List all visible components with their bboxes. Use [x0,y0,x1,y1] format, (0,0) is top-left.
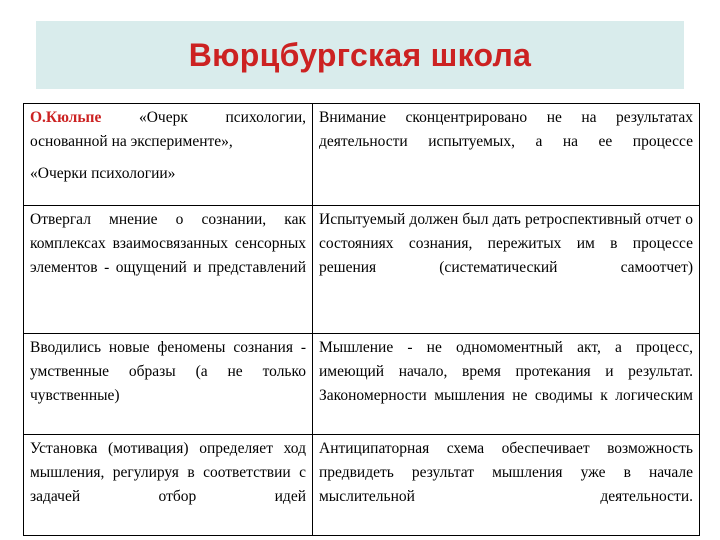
title-banner [36,21,684,89]
table-cell-right: Мышление - не одномоментный акт, а процесс, имеющий начало, время протекания и результат. Закономерности мышления не сводимы к логическим [313,333,700,435]
table-cell-right: Внимание сконцентрировано не на результатах деятельности испытуемых, а на ее процессе [313,104,700,206]
table-cell-left: Отвергал мнение о сознании, как комплексах взаимосвязанных сенсорных элементов - ощущений и представлений [24,205,313,333]
comparison-table [23,103,700,536]
table-cell-right: Испытуемый должен был дать ретроспективный отчет о состояниях сознания, пережитых им в процессе решения (систематический самоотчет) [313,205,700,333]
table-row [24,435,700,536]
book-title-1: «Очерк психологии, основанной на эксперименте», [30,109,306,150]
spacer [30,154,306,162]
table-cell-left [24,104,313,206]
table-cell-right: Антиципаторная схема обеспечивает возможность предвидеть результат мышления уже в начале мыслительной деятельности. [313,435,700,536]
table-row [24,333,700,435]
author-name: О.Кюльпе [30,109,102,126]
slide-title: Вюрцбургская школа [188,36,532,73]
book-title-2: «Очерки психологии» [30,165,176,182]
table-row [24,104,700,206]
table-cell-left: Вводились новые феномены сознания - умственные образы (а не только чувственные) [24,333,313,435]
table-row [24,205,700,333]
table-cell-left: Установка (мотивация) определяет ход мышления, регулируя в соответствии с задачей отбор идей [24,435,313,536]
